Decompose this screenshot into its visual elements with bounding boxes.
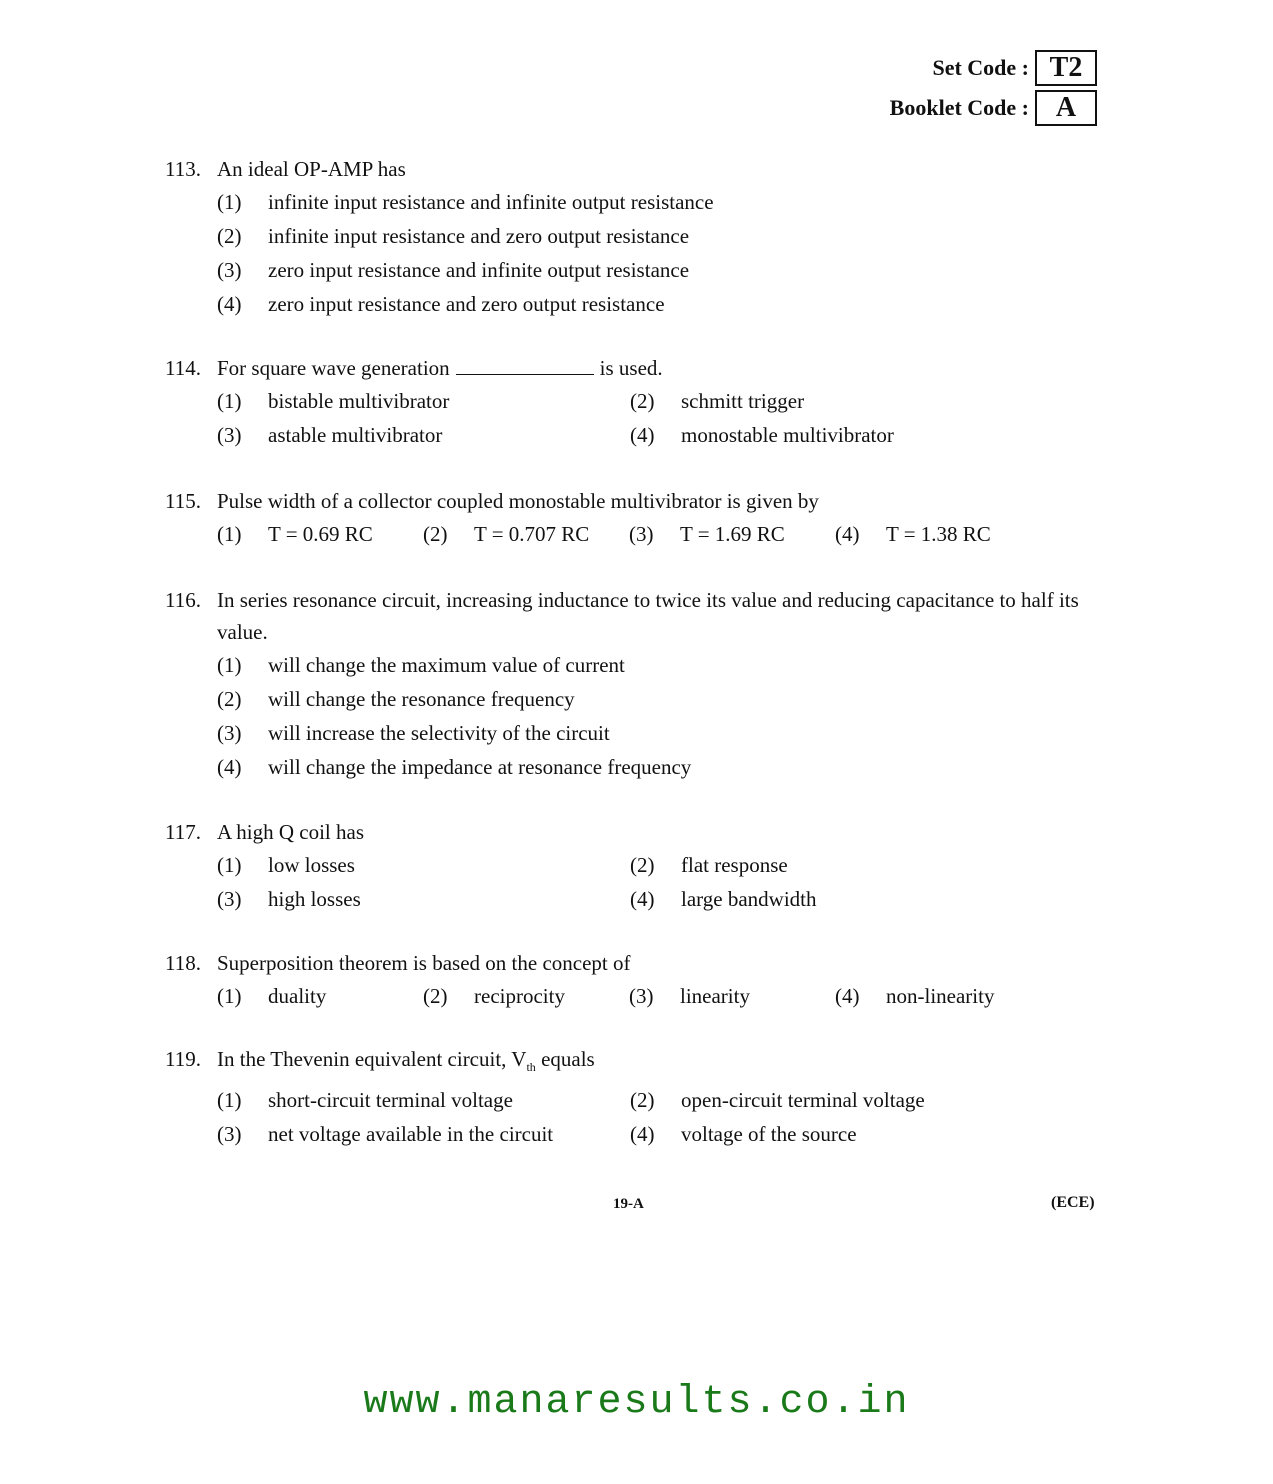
option-list — [217, 517, 1105, 551]
option-number: (2) — [217, 224, 242, 248]
option-number: (3) — [217, 887, 242, 911]
set-code-label: Set Code : — [932, 55, 1029, 80]
booklet-code-value: A — [1035, 90, 1097, 126]
option-number: (3) — [217, 423, 242, 447]
option-text: net voltage available in the circuit — [268, 1122, 554, 1146]
option-number: (2) — [423, 984, 448, 1008]
option — [217, 219, 1105, 253]
option-list — [217, 848, 1105, 916]
option-number: (3) — [217, 1122, 242, 1146]
option — [217, 253, 1105, 287]
watermark-url: www.manaresults.co.in — [363, 1380, 910, 1425]
option — [835, 517, 1105, 551]
option — [423, 979, 629, 1013]
fill-in-blank — [456, 360, 594, 375]
option — [217, 682, 1105, 716]
option-text: T = 0.707 RC — [474, 522, 590, 546]
question-number: 115. — [165, 489, 201, 513]
option-text: linearity — [680, 984, 750, 1008]
option-text: zero input resistance and zero output resistance — [268, 292, 665, 316]
option-number: (3) — [217, 258, 242, 282]
option-number: (4) — [630, 1122, 655, 1146]
option-list — [217, 1083, 1105, 1151]
question-text: An ideal OP-AMP has — [217, 157, 406, 181]
option-text: will change the maximum value of current — [268, 653, 625, 677]
option-number: (4) — [217, 755, 242, 779]
option — [217, 750, 1105, 784]
question-114 — [165, 352, 1105, 452]
option — [217, 848, 630, 882]
option-number: (1) — [217, 389, 242, 413]
option-text: T = 0.69 RC — [268, 522, 373, 546]
booklet-code-row — [890, 90, 1097, 126]
option-text: zero input resistance and infinite output resistance — [268, 258, 690, 282]
option-text: short-circuit terminal voltage — [268, 1088, 513, 1112]
question-113 — [165, 153, 1105, 321]
question-number: 119. — [165, 1047, 201, 1071]
option-text: reciprocity — [474, 984, 565, 1008]
option — [217, 979, 423, 1013]
option-text: monostable multivibrator — [681, 423, 894, 447]
subject-code: (ECE) — [1051, 1194, 1095, 1211]
option-number: (1) — [217, 984, 242, 1008]
option-text: open-circuit terminal voltage — [681, 1088, 925, 1112]
option-list — [217, 979, 1105, 1013]
option — [630, 1083, 1105, 1117]
option — [630, 418, 1105, 452]
option-text: voltage of the source — [681, 1122, 857, 1146]
option-text: infinite input resistance and zero output resistance — [268, 224, 690, 248]
option-text: large bandwidth — [681, 887, 817, 911]
question-text: Superposition theorem is based on the concept of — [217, 951, 631, 975]
option-text: duality — [268, 984, 327, 1008]
option-number: (2) — [423, 522, 448, 546]
option-text: flat response — [681, 853, 788, 877]
option — [629, 517, 835, 551]
header-codes — [890, 50, 1097, 130]
question-text: In the Thevenin equivalent circuit, V — [217, 1047, 527, 1071]
option — [217, 384, 630, 418]
option-number: (1) — [217, 653, 242, 677]
option — [217, 882, 630, 916]
option — [630, 882, 1105, 916]
page-number: 19-A — [613, 1196, 644, 1212]
option-text: non-linearity — [886, 984, 995, 1008]
option — [217, 517, 423, 551]
subscript-th: th — [526, 1060, 536, 1074]
question-text: In series resonance circuit, increasing inductance to twice its value and reducing capacitance to half its value. — [217, 588, 1079, 644]
option — [217, 1117, 630, 1151]
question-118 — [165, 947, 1105, 1013]
option — [630, 1117, 1105, 1151]
option — [835, 979, 1105, 1013]
option-text: low losses — [268, 853, 355, 877]
option-text: schmitt trigger — [681, 389, 805, 413]
set-code-value: T2 — [1035, 50, 1097, 86]
option-list — [217, 384, 1105, 452]
option — [630, 848, 1105, 882]
option — [217, 1083, 630, 1117]
option-list — [217, 185, 1105, 321]
option-text: high losses — [268, 887, 361, 911]
option-number: (2) — [217, 687, 242, 711]
option — [217, 648, 1105, 682]
option — [630, 384, 1105, 418]
option-number: (3) — [629, 522, 654, 546]
question-text-container — [217, 352, 1105, 384]
question-text: A high Q coil has — [217, 820, 364, 844]
question-number: 118. — [165, 951, 201, 975]
option-text: will change the resonance frequency — [268, 687, 575, 711]
option-number: (1) — [217, 853, 242, 877]
option-text: T = 1.69 RC — [680, 522, 785, 546]
set-code-row — [890, 50, 1097, 86]
question-115 — [165, 485, 1105, 551]
question-number: 113. — [165, 157, 201, 181]
option-number: (3) — [629, 984, 654, 1008]
option-list — [217, 648, 1105, 784]
option-text: astable multivibrator — [268, 423, 443, 447]
option-text: bistable multivibrator — [268, 389, 450, 413]
question-number: 116. — [165, 588, 201, 612]
question-text: Pulse width of a collector coupled monostable multivibrator is given by — [217, 489, 819, 513]
option-number: (4) — [217, 292, 242, 316]
option-text: T = 1.38 RC — [886, 522, 991, 546]
option-number: (2) — [630, 853, 655, 877]
option-number: (3) — [217, 721, 242, 745]
question-text-after: equals — [535, 1047, 595, 1071]
option-number: (4) — [630, 423, 655, 447]
option-number: (4) — [835, 522, 860, 546]
question-text-container — [217, 1043, 1105, 1083]
option-text: will increase the selectivity of the circuit — [268, 721, 610, 745]
question-number: 117. — [165, 820, 201, 844]
option-text: infinite input resistance and infinite output resistance — [268, 190, 714, 214]
option-number: (4) — [630, 887, 655, 911]
question-text-after: is used. — [599, 356, 663, 380]
question-119 — [165, 1043, 1105, 1151]
option-number: (1) — [217, 190, 242, 214]
question-116 — [165, 584, 1105, 784]
option-number: (1) — [217, 522, 242, 546]
option-number: (2) — [630, 389, 655, 413]
option — [217, 185, 1105, 219]
option — [423, 517, 629, 551]
option — [217, 716, 1105, 750]
question-117 — [165, 816, 1105, 916]
booklet-code-label: Booklet Code : — [889, 95, 1029, 120]
option — [629, 979, 835, 1013]
question-number: 114. — [165, 356, 201, 380]
option-text: will change the impedance at resonance frequency — [268, 755, 692, 779]
question-text: For square wave generation — [217, 356, 450, 380]
option — [217, 287, 1105, 321]
option — [217, 418, 630, 452]
option-number: (4) — [835, 984, 860, 1008]
option-number: (1) — [217, 1088, 242, 1112]
option-number: (2) — [630, 1088, 655, 1112]
